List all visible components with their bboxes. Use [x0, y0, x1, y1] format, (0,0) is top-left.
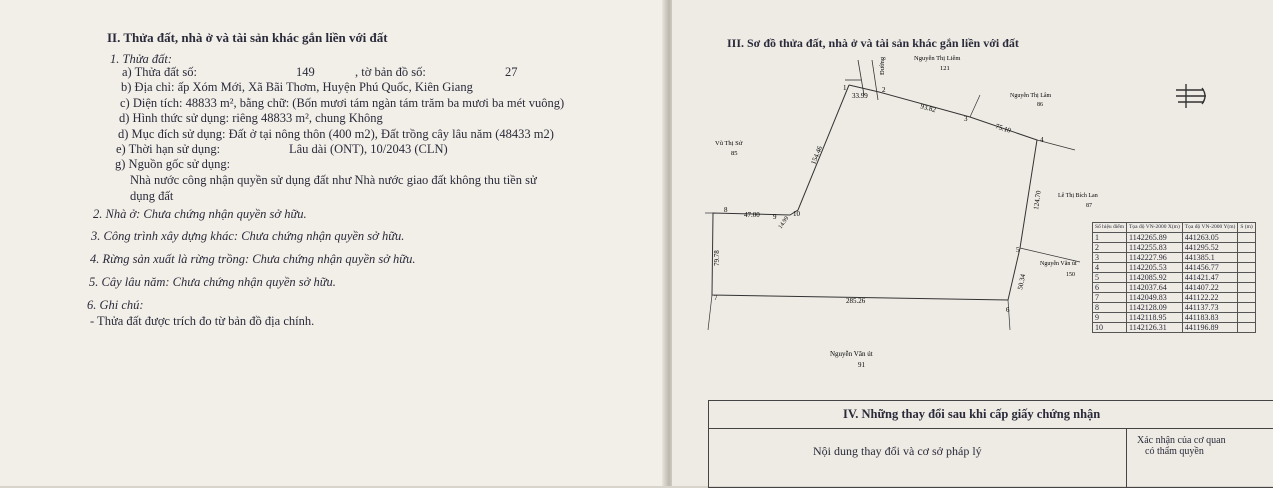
row-s — [1238, 293, 1255, 303]
coordinate-table-header — [1093, 223, 1256, 233]
vertex-8: 8 — [724, 206, 728, 214]
origin-value-line-1: Nhà nước công nhận quyền sử dụng đất như Nhà nước giao đất không thu tiền sử — [130, 173, 537, 187]
neighbor-left-name: Vũ Thị Sử — [715, 140, 743, 147]
parcel-heading: 1. Thửa đất: — [110, 52, 173, 66]
row-y: 441295.52 — [1182, 243, 1238, 253]
divider-line — [970, 95, 980, 117]
row-x: 1142205.53 — [1127, 263, 1183, 273]
section-3-title: III. Sơ đồ thửa đất, nhà ở và tài sản khác gắn liền với đất — [727, 36, 1019, 50]
row-point: 1 — [1093, 233, 1127, 243]
table-row — [1093, 273, 1256, 283]
row-x: 1142085.92 — [1127, 273, 1183, 283]
edge-2-3-length: 93.82 — [919, 102, 937, 115]
edge-5-6-length: 50.34 — [1016, 273, 1028, 291]
usage-form: d) Hình thức sử dụng: riêng 48833 m², chung Không — [119, 111, 383, 125]
header-s: S (m) — [1238, 223, 1255, 233]
edge-10-1-length: 154.46 — [809, 144, 825, 166]
vertex-10: 10 — [793, 210, 800, 218]
row-y: 441385.1 — [1182, 253, 1238, 263]
neighbor-right-number: 87 — [1086, 203, 1092, 209]
neighbor-top-name: Nguyễn Thị Liêm — [914, 55, 961, 62]
edge-3-4-length: 75.10 — [994, 122, 1012, 135]
section-2-title: II. Thửa đất, nhà ở và tài sản khác gắn liền với đất — [107, 30, 388, 45]
divider-line — [708, 295, 712, 330]
row-x: 1142118.95 — [1127, 313, 1183, 323]
vertex-9: 9 — [773, 213, 777, 221]
map-sheet-number: 27 — [505, 65, 518, 79]
vertex-5: 5 — [1016, 246, 1020, 254]
header-y: Tọa độ VN-2000 Y(m) — [1182, 223, 1238, 233]
table-row — [1093, 253, 1256, 263]
usage-term-value: Lâu dài (ONT), 10/2043 (CLN) — [289, 142, 448, 156]
notes-value: - Thửa đất được trích đo từ bản đồ địa chính. — [90, 314, 315, 328]
table-row — [1093, 293, 1256, 303]
confirmation-column — [1127, 429, 1273, 487]
row-y: 441137.73 — [1182, 303, 1238, 313]
vertex-4: 4 — [1040, 136, 1044, 144]
neighbor-bottom-name: Nguyễn Văn út — [830, 350, 873, 358]
neighbor-bottom-number: 91 — [858, 361, 865, 369]
table-row — [1093, 303, 1256, 313]
change-content-column — [709, 429, 1127, 487]
row-s — [1238, 313, 1255, 323]
row-y: 441407.22 — [1182, 283, 1238, 293]
north-arrow-icon — [1176, 84, 1206, 108]
usage-purpose: d) Mục đích sử dụng: Đất ở tại nông thôn (400 m2), Đất trồng cây lâu năm (48433 m2) — [118, 127, 554, 141]
road-label: Đường — [879, 56, 886, 75]
vertex-3: 3 — [964, 115, 968, 123]
row-point: 10 — [1093, 323, 1127, 333]
edge-8-9-length: 47.00 — [744, 211, 760, 219]
header-x: Tọa độ VN-2000 X(m) — [1127, 223, 1183, 233]
confirmation-header-line-2: có thẩm quyền — [1145, 446, 1204, 457]
neighbor-left-number: 85 — [731, 150, 738, 157]
row-point: 6 — [1093, 283, 1127, 293]
parcel-number: 149 — [296, 65, 315, 79]
row-point: 7 — [1093, 293, 1127, 303]
vertex-2: 2 — [882, 86, 886, 94]
table-row — [1093, 243, 1256, 253]
row-point: 2 — [1093, 243, 1127, 253]
notes-heading: 6. Ghi chú: — [87, 298, 144, 312]
row-point: 3 — [1093, 253, 1127, 263]
neighbor-top-right-name: Nguyễn Thị Lâm — [1010, 93, 1052, 99]
neighbor-right-name: Lê Thị Bích Lan — [1058, 193, 1098, 199]
row-y: 441183.83 — [1182, 313, 1238, 323]
parcel-address: b) Địa chỉ: ấp Xóm Mới, Xã Bãi Thơm, Huyện Phú Quốc, Kiên Giang — [121, 80, 473, 94]
row-s — [1238, 263, 1255, 273]
row-x: 1142037.64 — [1127, 283, 1183, 293]
divider-line — [1008, 300, 1010, 330]
map-sheet-label: , tờ bản đồ số: — [355, 65, 426, 79]
row-s — [1238, 283, 1255, 293]
row-point: 5 — [1093, 273, 1127, 283]
row-point: 9 — [1093, 313, 1127, 323]
change-content-header: Nội dung thay đổi và cơ sở pháp lý — [813, 444, 982, 458]
parcel-boundary — [712, 85, 1037, 300]
neighbor-mid-right-number: 150 — [1066, 272, 1075, 278]
parcel-area: c) Diện tích: 48833 m², bằng chữ: (Bốn mươi tám ngàn tám trăm ba mươi ba mét vuông) — [120, 96, 565, 110]
edge-9-10-length: 14.99 — [777, 215, 791, 231]
changes-table-header — [709, 401, 1273, 429]
table-row — [1093, 233, 1256, 243]
table-row — [1093, 263, 1256, 273]
usage-term-label: e) Thời hạn sử dụng: — [116, 142, 221, 156]
edge-7-8-length: 79.78 — [713, 250, 721, 266]
coordinate-table — [1092, 222, 1256, 333]
row-x: 1142227.96 — [1127, 253, 1183, 263]
table-row — [1093, 313, 1256, 323]
parcel-number-label: a) Thửa đất số: — [122, 65, 197, 79]
row-x: 1142265.89 — [1127, 233, 1183, 243]
table-row — [1093, 283, 1256, 293]
origin-label: g) Nguồn gốc sử dụng: — [115, 157, 231, 171]
perennial-status: 5. Cây lâu năm: Chưa chứng nhận quyền sở hữu. — [89, 275, 336, 289]
row-s — [1238, 323, 1255, 333]
row-y: 441122.22 — [1182, 293, 1238, 303]
changes-table — [708, 400, 1273, 488]
header-point-id: Số hiệu điểm — [1093, 223, 1127, 233]
vertex-6: 6 — [1006, 306, 1010, 314]
row-s — [1238, 253, 1255, 263]
row-x: 1142255.83 — [1127, 243, 1183, 253]
origin-value-line-2: dụng đất — [130, 189, 174, 203]
parcel-diagram — [672, 0, 1273, 400]
row-s — [1238, 303, 1255, 313]
edge-4-5-length: 124.70 — [1032, 190, 1043, 211]
edge-6-7-length: 285.26 — [846, 297, 866, 305]
row-s — [1238, 243, 1255, 253]
row-x: 1142128.09 — [1127, 303, 1183, 313]
row-y: 441263.05 — [1182, 233, 1238, 243]
row-point: 4 — [1093, 263, 1127, 273]
row-s — [1238, 233, 1255, 243]
construction-status: 3. Công trình xây dựng khác: Chưa chứng nhận quyền sở hữu. — [91, 229, 405, 243]
divider-line — [1020, 248, 1080, 262]
edge-1-2-length: 33.99 — [852, 92, 868, 100]
confirmation-header-line-1: Xác nhận của cơ quan — [1137, 435, 1226, 446]
neighbor-top-right-number: 86 — [1037, 102, 1043, 108]
vertex-1: 1 — [843, 84, 847, 92]
row-point: 8 — [1093, 303, 1127, 313]
house-status: 2. Nhà ở: Chưa chứng nhận quyền sở hữu. — [93, 207, 307, 221]
row-y: 441421.47 — [1182, 273, 1238, 283]
row-y: 441196.89 — [1182, 323, 1238, 333]
neighbor-top-number: 121 — [940, 65, 950, 72]
table-row — [1093, 323, 1256, 333]
row-x: 1142126.31 — [1127, 323, 1183, 333]
row-y: 441456.77 — [1182, 263, 1238, 273]
row-s — [1238, 273, 1255, 283]
forest-status: 4. Rừng sản xuất là rừng trồng: Chưa chứng nhận quyền sở hữu. — [90, 252, 416, 266]
row-x: 1142049.83 — [1127, 293, 1183, 303]
vertex-7: 7 — [714, 294, 718, 302]
section-4-title: IV. Những thay đổi sau khi cấp giấy chứng nhận — [843, 407, 1101, 421]
neighbor-mid-right-name: Nguyễn Văn út — [1040, 261, 1077, 267]
